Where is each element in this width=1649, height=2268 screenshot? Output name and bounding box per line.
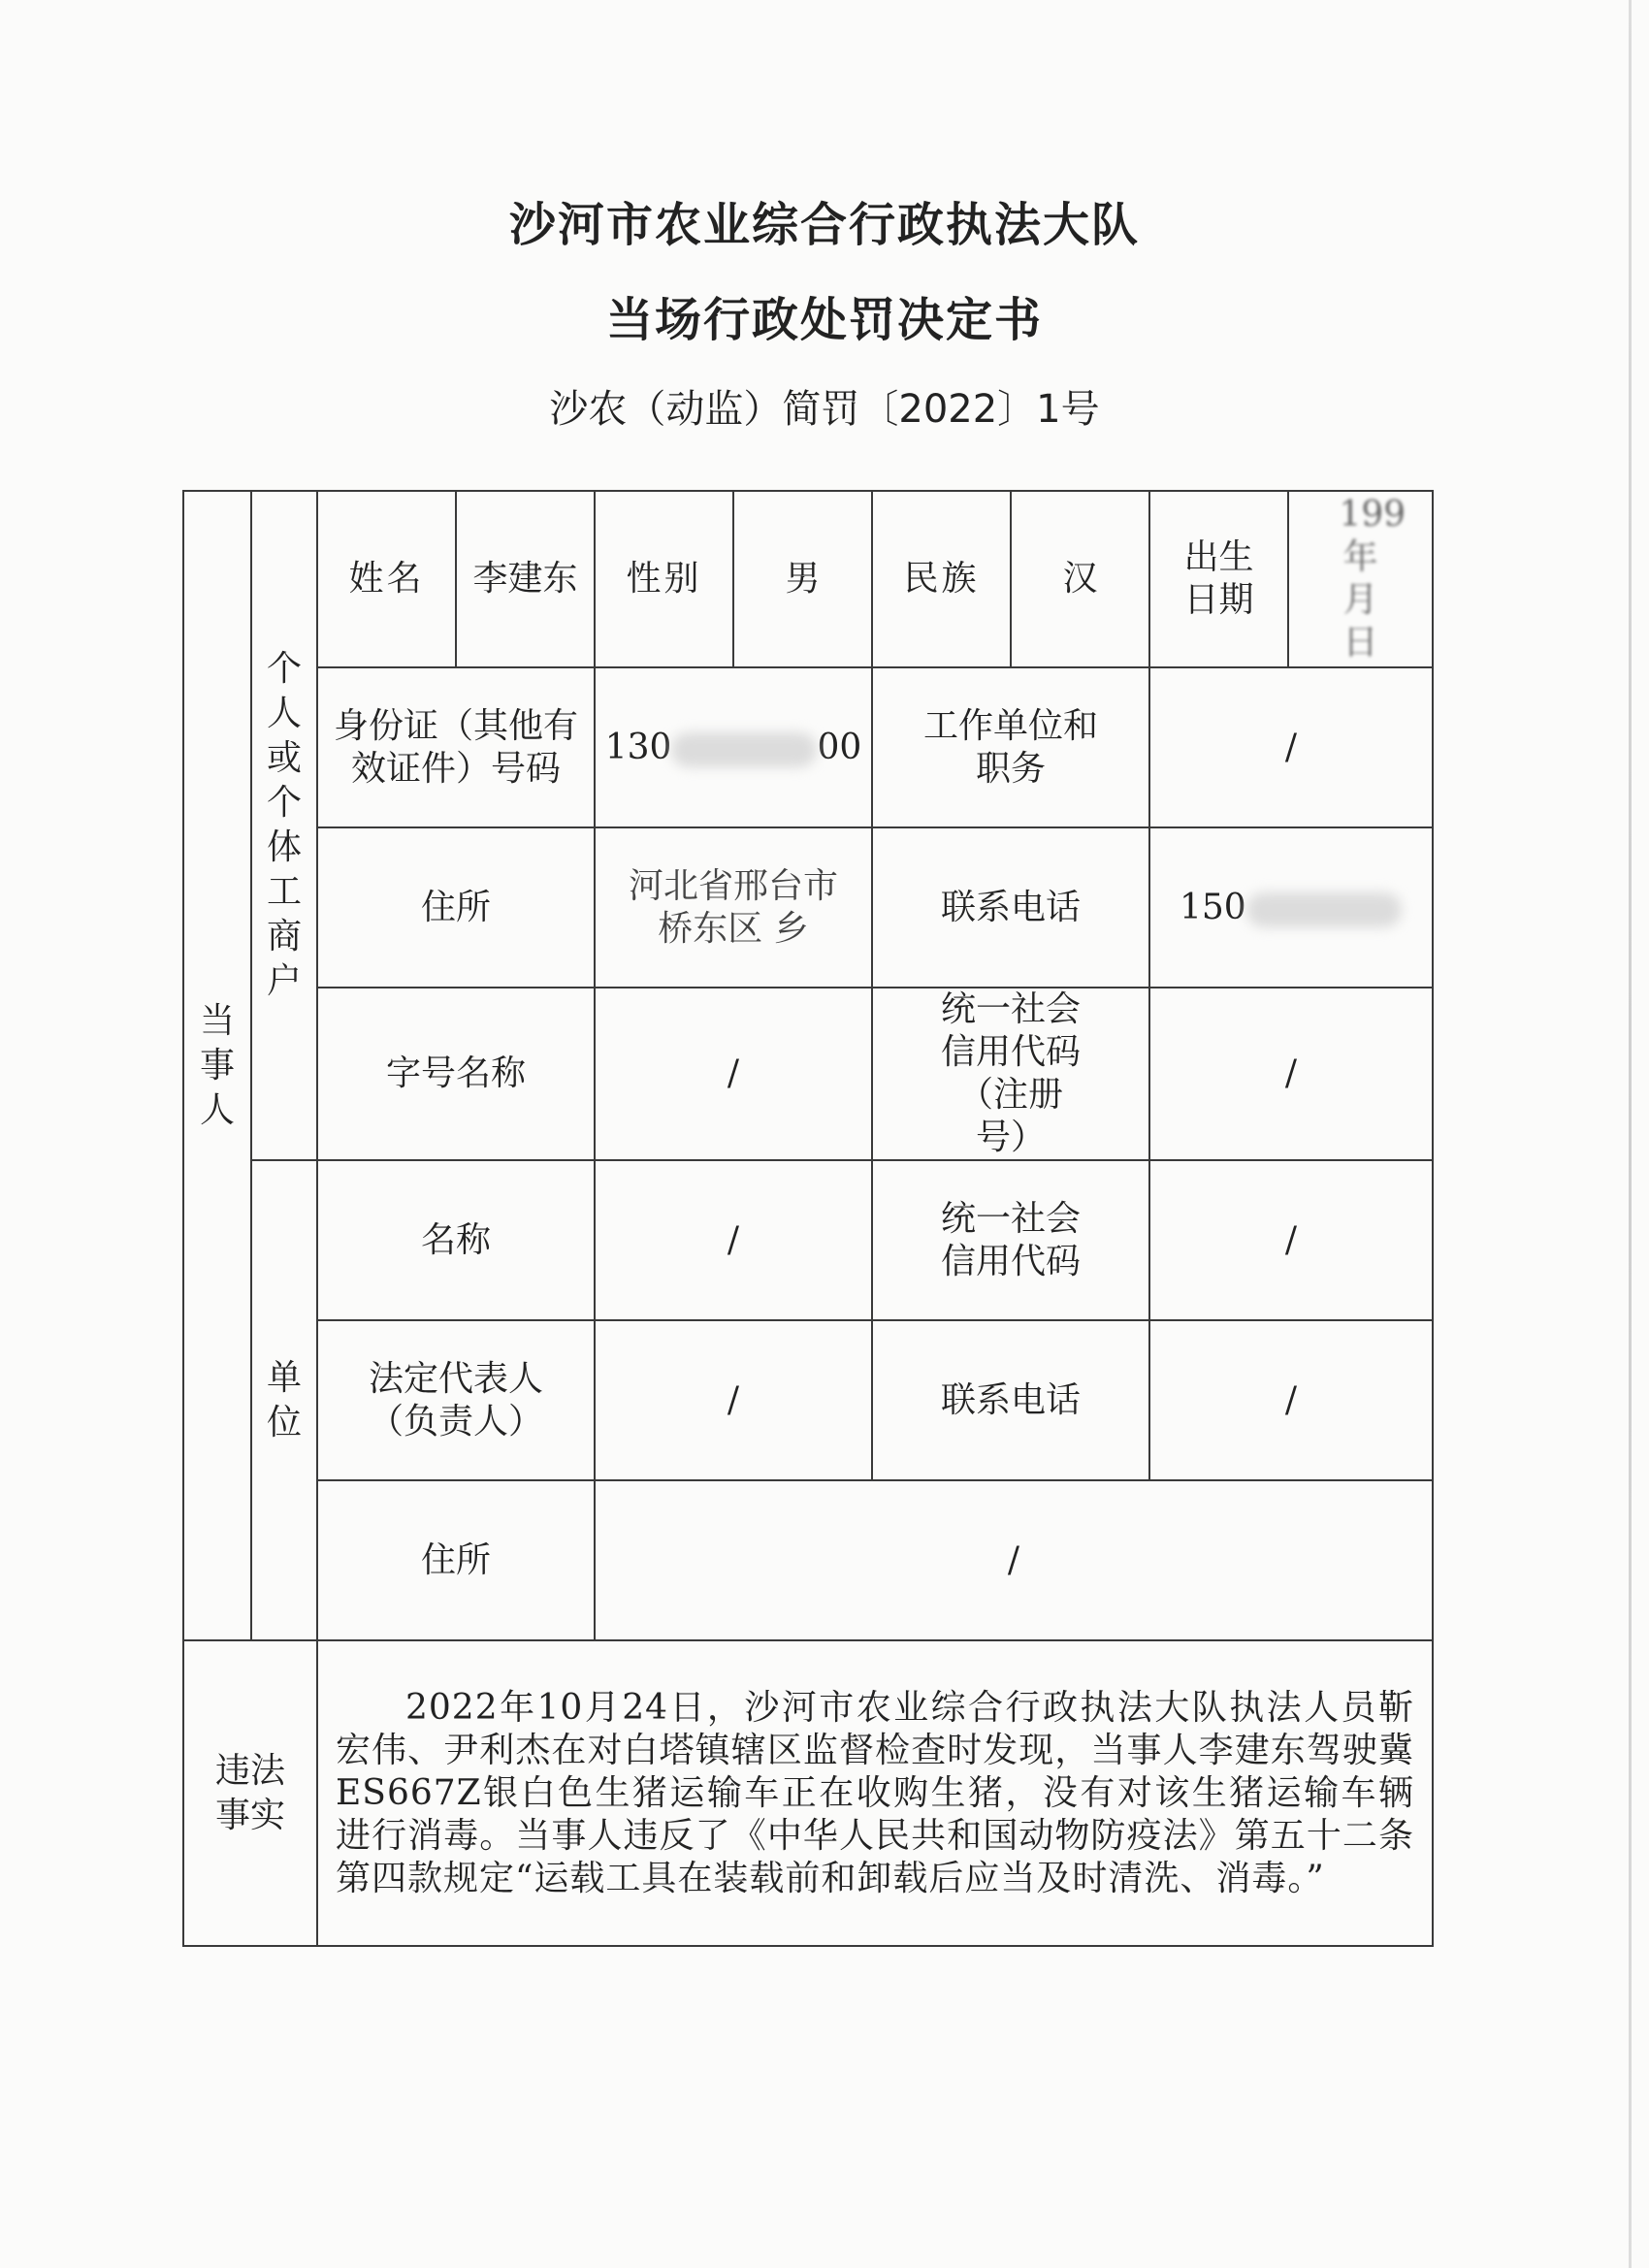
unit-phone-label: 联系电话 — [872, 1320, 1149, 1480]
unit-name-label: 名称 — [317, 1160, 595, 1320]
party-label-cell — [183, 491, 251, 1640]
individual-label-cell — [251, 491, 317, 1160]
ethnicity-label: 民族 — [872, 491, 1011, 667]
id-label: 身份证（其他有效证件）号码 — [317, 667, 595, 827]
work-label: 工作单位和职务 — [872, 667, 1149, 827]
doc-title: 当场行政处罚决定书 — [605, 293, 1043, 347]
birth-value: 199 年 月 日 — [1288, 491, 1433, 667]
unit-phone-value: / — [1149, 1320, 1433, 1480]
unit-label: 单位 — [266, 1357, 302, 1442]
credit-code-reg-value: / — [1149, 988, 1433, 1160]
unit-address-label: 住所 — [317, 1480, 595, 1640]
facts-label-cell — [183, 1640, 317, 1946]
party-label: 当事人 — [199, 1000, 235, 1130]
org-title: 沙河市农业综合行政执法大队 — [508, 198, 1140, 252]
shop-name-value: / — [595, 988, 872, 1160]
work-value: / — [1149, 667, 1433, 827]
individual-label: 个人或个体工商户 — [266, 649, 302, 1001]
name-value: 李建东 — [456, 491, 595, 667]
unit-credit-label: 统一社会信用代码 — [872, 1160, 1149, 1320]
document-header — [0, 194, 1649, 438]
birth-label: 出生日期 — [1149, 491, 1288, 667]
facts-label: 违法事实 — [214, 1750, 285, 1835]
address-value: 河北省邢台市桥东区 乡 — [595, 827, 872, 988]
redaction-blur — [1246, 892, 1402, 927]
credit-code-reg-label: 统一社会信用代码（注册号） — [872, 988, 1149, 1160]
ethnicity-value: 汉 — [1011, 491, 1149, 667]
doc-number: 沙农（动监）简罚〔2022〕1号 — [549, 387, 1100, 432]
gender-value: 男 — [733, 491, 872, 667]
facts-text: 2022年10月24日，沙河市农业综合行政执法大队执法人员靳宏伟、尹利杰在对白塔镇辖区监督检查时发现，当事人李建东驾驶冀ES667Z银白色生猪运输车正在收购生猪，没有对该生猪运输车辆进行消毒。当事人违反了《中华人民共和国动物防疫法》第五十二条第四款规定“运载工具在装载前和卸载后应当及时清洗、消毒。” — [336, 1687, 1414, 1898]
unit-credit-value: / — [1149, 1160, 1433, 1320]
name-label: 姓名 — [317, 491, 456, 667]
legal-rep-value: / — [595, 1320, 872, 1480]
gender-label: 性别 — [595, 491, 733, 667]
unit-address-value: / — [595, 1480, 1433, 1640]
legal-rep-label: 法定代表人（负责人） — [317, 1320, 595, 1480]
unit-name-value: / — [595, 1160, 872, 1320]
shop-name-label: 字号名称 — [317, 988, 595, 1160]
address-label: 住所 — [317, 827, 595, 988]
penalty-form-table — [182, 490, 1434, 1947]
id-value: 130 00 — [595, 667, 872, 827]
phone-value: 150 — [1149, 827, 1433, 988]
phone-label: 联系电话 — [872, 827, 1149, 988]
facts-cell — [317, 1640, 1433, 1946]
unit-label-cell — [251, 1160, 317, 1640]
redaction-blur — [671, 732, 817, 767]
